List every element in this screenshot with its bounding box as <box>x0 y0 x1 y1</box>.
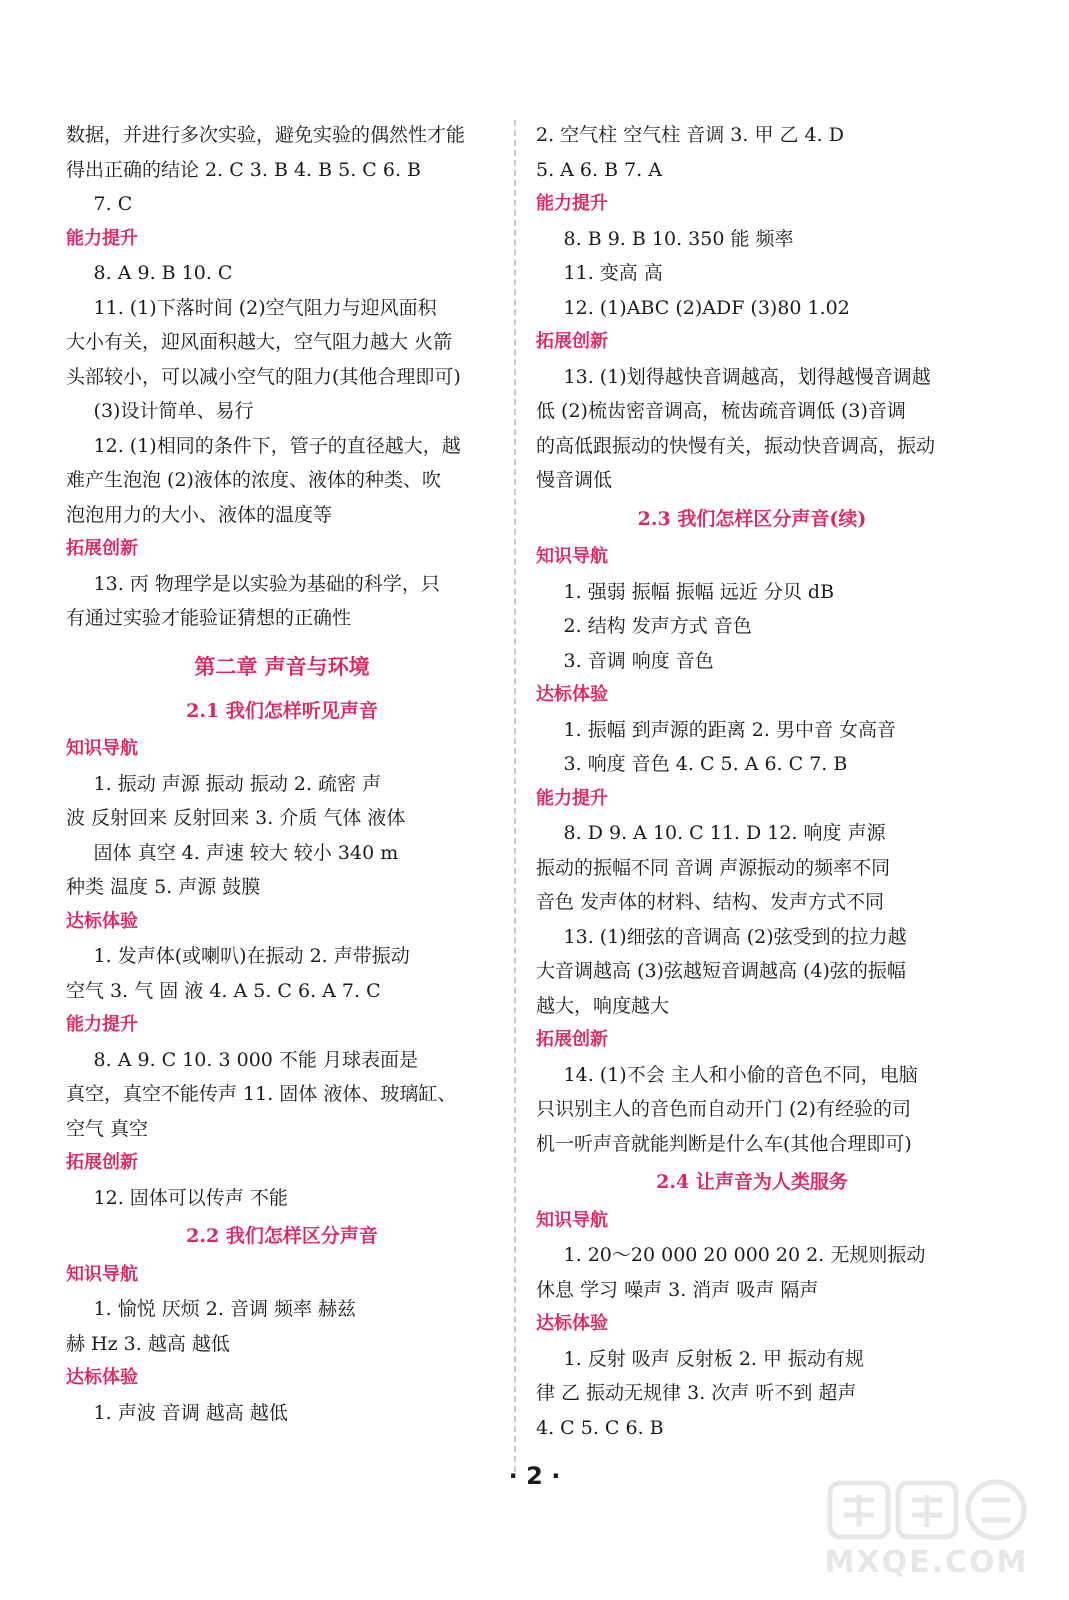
section-heading: 能力提升 <box>536 193 608 214</box>
answer-line: 2. 结构 发声方式 音色 <box>563 615 752 637</box>
answer-line: 种类 温度 5. 声源 鼓膜 <box>66 876 261 898</box>
answer-line: 11. 变高 高 <box>563 262 663 284</box>
answer-line: 2. 空气柱 空气柱 音调 3. 甲 乙 4. D <box>536 124 844 146</box>
answer-line: 13. (1)细弦的音调高 (2)弦受到的拉力越 <box>563 925 907 948</box>
answer-line: 1. 声波 音调 越高 越低 <box>93 1401 288 1424</box>
answer-line: 得出正确的结论 2. C 3. B 4. B 5. C 6. B <box>66 158 421 181</box>
answer-line: 只识别主人的音色而自动开门 (2)有经验的司 <box>536 1098 911 1120</box>
subsection-title: 2.1 我们怎样听见声音 <box>186 699 378 722</box>
section-heading: 拓展创新 <box>536 331 608 352</box>
section-heading: 拓展创新 <box>66 1152 138 1173</box>
page-number: · 2 · <box>508 1462 561 1490</box>
answer-line: 1. 振幅 到声源的距离 2. 男中音 女高音 <box>563 718 897 741</box>
answer-line: 越大，响度越大 <box>536 994 670 1017</box>
section-heading: 知识导航 <box>66 738 138 759</box>
right-column <box>536 118 968 1445</box>
answer-line: 3. 响度 音色 4. C 5. A 6. C 7. B <box>563 753 848 775</box>
answer-line: 3. 音调 响度 音色 <box>563 649 714 672</box>
section-heading: 拓展创新 <box>536 1029 608 1050</box>
answer-line: 7. C <box>93 193 133 215</box>
answer-line: 头部较小，可以减小空气的阻力(其他合理即可) <box>66 365 461 388</box>
answer-line: 1. 发声体(或喇叭)在振动 2. 声带振动 <box>93 945 410 967</box>
column-divider <box>514 120 516 1472</box>
watermark-logo-icon <box>824 1475 1029 1545</box>
section-heading: 知识导航 <box>66 1263 138 1285</box>
answer-line: 空气 3. 气 固 液 4. A 5. C 6. A 7. C <box>66 979 381 1002</box>
answer-line: 振动的振幅不同 音调 声源振动的频率不同 <box>536 856 891 879</box>
watermark-logo <box>824 1475 1029 1580</box>
answer-line: 空气 真空 <box>66 1117 149 1140</box>
answer-line: 1. 愉悦 厌烦 2. 音调 频率 赫兹 <box>93 1298 357 1320</box>
answer-line: 律 乙 振动无规律 3. 次声 听不到 超声 <box>536 1382 857 1404</box>
answer-line: 13. 丙 物理学是以实验为基础的科学，只 <box>93 572 440 595</box>
watermark-text: MXQE.COM <box>824 1545 1029 1580</box>
answer-line: 12. (1)相同的条件下，管子的直径越大，越 <box>93 434 461 457</box>
answer-line: 12. (1)ABC (2)ADF (3)80 1.02 <box>563 296 850 319</box>
answer-line: 1. 20～20 000 20 000 20 2. 无规则振动 <box>563 1244 926 1266</box>
answer-line: 音色 发声体的材料、结构、发声方式不同 <box>536 891 885 913</box>
answer-line: (3)设计简单、易行 <box>93 400 254 422</box>
answer-line: 8. B 9. B 10. 350 能 频率 <box>563 227 794 250</box>
chapter-title: 第二章 声音与环境 <box>194 654 370 679</box>
answer-line: 的高低跟振动的快慢有关，振动快音调高，振动 <box>536 434 936 457</box>
section-heading: 能力提升 <box>536 787 608 809</box>
answer-line: 4. C 5. C 6. B <box>536 1416 664 1439</box>
section-heading: 达标体验 <box>66 1367 138 1388</box>
answer-line: 慢音调低 <box>536 469 613 491</box>
section-heading: 达标体验 <box>536 684 608 705</box>
answer-line: 有通过实验才能验证猜想的正确性 <box>66 607 352 629</box>
answer-line: 大小有关，迎风面积越大，空气阻力越大 火箭 <box>66 331 453 353</box>
section-heading: 达标体验 <box>536 1313 608 1334</box>
answer-line: 低 (2)梳齿密音调高，梳齿疏音调低 (3)音调 <box>536 400 906 422</box>
answer-line: 1. 强弱 振幅 振幅 远近 分贝 dB <box>563 580 835 603</box>
answer-line: 难产生泡泡 (2)液体的浓度、液体的种类、吹 <box>66 469 441 491</box>
answer-line: 8. A 9. C 10. 3 000 不能 月球表面是 <box>93 1048 418 1071</box>
subsection-title: 2.3 我们怎样区分声音(续) <box>637 507 867 530</box>
subsection-title: 2.4 让声音为人类服务 <box>656 1171 848 1193</box>
answer-line: 12. 固体可以传声 不能 <box>93 1186 288 1209</box>
answer-line: 13. (1)划得越快音调越高，划得越慢音调越 <box>563 365 931 388</box>
section-heading: 达标体验 <box>66 910 138 932</box>
left-column <box>66 118 498 1430</box>
answer-line: 泡泡用力的大小、液体的温度等 <box>66 503 333 526</box>
answer-line: 波 反射回来 反射回来 3. 介质 气体 液体 <box>66 807 406 829</box>
answer-line: 赫 Hz 3. 越高 越低 <box>66 1332 230 1355</box>
subsection-title: 2.2 我们怎样区分声音 <box>186 1225 378 1247</box>
section-heading: 拓展创新 <box>66 538 138 559</box>
answer-line: 1. 反射 吸声 反射板 2. 甲 振动有规 <box>563 1347 865 1370</box>
answer-line: 14. (1)不会 主人和小偷的音色不同，电脑 <box>563 1063 918 1086</box>
answer-line: 8. A 9. B 10. C <box>93 262 233 284</box>
answer-line: 机一听声音就能判断是什么车(其他合理即可) <box>536 1132 912 1155</box>
answer-line: 休息 学习 噪声 3. 消声 吸声 隔声 <box>536 1278 819 1301</box>
section-heading: 知识导航 <box>536 1209 608 1231</box>
answer-line: 固体 真空 4. 声速 较大 较小 340 m <box>93 841 399 864</box>
answer-line: 真空，真空不能传声 11. 固体 液体、玻璃缸、 <box>66 1083 457 1105</box>
answer-line: 1. 振动 声源 振动 振动 2. 疏密 声 <box>93 772 382 795</box>
section-heading: 能力提升 <box>66 1014 138 1035</box>
section-heading: 知识导航 <box>536 546 608 567</box>
answer-line: 8. D 9. A 10. C 11. D 12. 响度 声源 <box>563 822 886 844</box>
answer-line: 5. A 6. B 7. A <box>536 158 662 181</box>
answer-line: 大音调越高 (3)弦越短音调越高 (4)弦的振幅 <box>536 960 906 982</box>
section-heading: 能力提升 <box>66 227 138 249</box>
answer-line: 11. (1)下落时间 (2)空气阻力与迎风面积 <box>93 296 437 319</box>
answer-line: 数据，并进行多次实验，避免实验的偶然性才能 <box>66 124 466 146</box>
